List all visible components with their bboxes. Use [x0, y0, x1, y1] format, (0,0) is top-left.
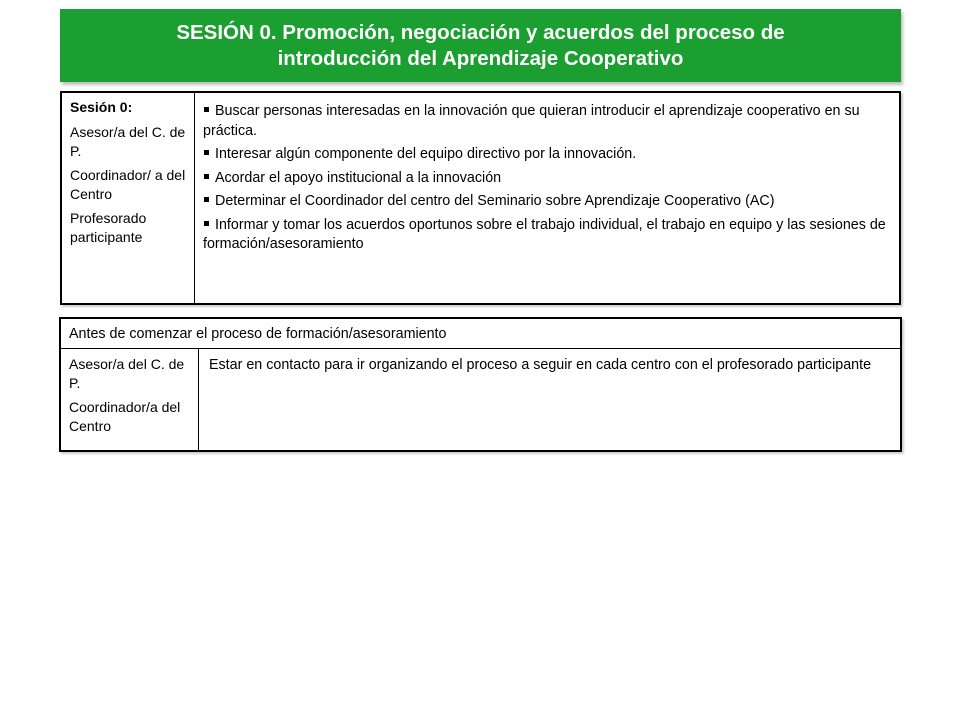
- task-text: Buscar personas interesadas en la innovación que quieran introducir el aprendizaje cooperativo en su práctica.: [203, 103, 860, 139]
- preparation-roles-cell: [61, 349, 199, 450]
- preparation-header: Antes de comenzar el proceso de formación/asesoramiento: [61, 319, 900, 349]
- task-item: [203, 145, 891, 165]
- title-line-1: SESIÓN 0. Promoción, negociación y acuerdos del proceso de: [176, 20, 785, 44]
- task-text: Informar y tomar los acuerdos oportunos sobre el trabajo individual, el trabajo en equipo y las sesiones de formación/asesoramiento: [203, 216, 886, 252]
- task-item: [203, 216, 891, 255]
- role-coordinador: Coordinador/a del Centro: [69, 399, 181, 434]
- session-label: Sesión 0:: [70, 99, 133, 115]
- square-bullet-icon: [204, 221, 209, 226]
- roles-cell: [62, 93, 195, 303]
- preparation-row: [61, 349, 900, 450]
- tasks-cell: [195, 93, 899, 303]
- role-asesor: Asesor/a del C. de P.: [69, 356, 185, 391]
- task-text: Acordar el apoyo institucional a la innovación: [215, 169, 502, 186]
- task-item: [203, 192, 891, 212]
- task-text: Interesar algún componente del equipo directivo por la innovación.: [215, 146, 637, 162]
- square-bullet-icon: [204, 174, 209, 179]
- role-asesor: Asesor/a del C. de P.: [70, 124, 186, 159]
- session-table: [60, 91, 901, 305]
- title-line-2: introducción del Aprendizaje Cooperativo: [277, 46, 684, 70]
- task-item: [203, 102, 891, 141]
- task-text: Determinar el Coordinador del centro del Seminario sobre Aprendizaje Cooperativo (AC): [215, 193, 775, 209]
- square-bullet-icon: [204, 150, 209, 155]
- task-item: [203, 169, 891, 189]
- square-bullet-icon: [204, 107, 209, 112]
- square-bullet-icon: [204, 197, 209, 202]
- role-coordinador: Coordinador/ a del Centro: [70, 167, 186, 202]
- slide-title: [60, 9, 901, 82]
- role-profesorado: Profesorado participante: [70, 210, 147, 245]
- preparation-table: [59, 317, 902, 452]
- preparation-description: Estar en contacto para ir organizando el proceso a seguir en cada centro con el profesorado participante: [209, 357, 872, 373]
